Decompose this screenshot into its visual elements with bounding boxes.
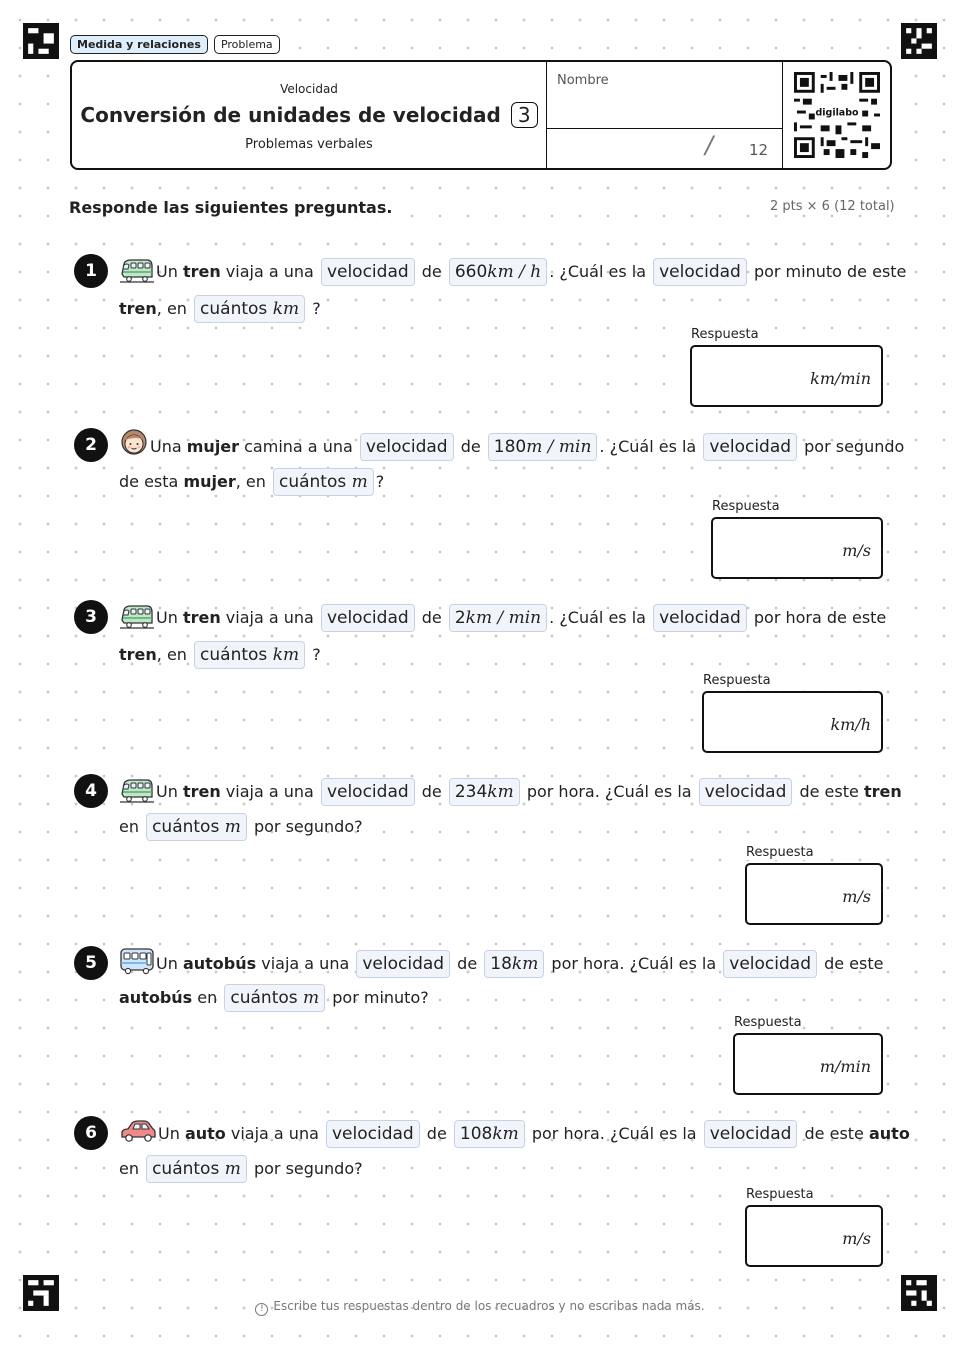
answer-box[interactable]	[745, 863, 883, 925]
footer-note	[0, 1299, 960, 1316]
car-icon	[119, 1119, 157, 1145]
keyword-box: velocidad	[704, 1120, 798, 1148]
value-box: 234km	[449, 778, 520, 806]
answer-unit: km/h	[830, 715, 871, 734]
footer-text: Escribe tus respuestas dentro de los recuadros y no escribas nada más.	[273, 1299, 705, 1313]
value-box: 108km	[454, 1120, 525, 1148]
answer-box[interactable]	[711, 517, 883, 579]
answer-unit: m/s	[842, 1229, 871, 1248]
answer-label: Respuesta	[691, 327, 759, 342]
train-icon	[119, 602, 155, 630]
answer-label: Respuesta	[746, 1187, 814, 1202]
answer-label: Respuesta	[734, 1015, 802, 1030]
quantity-box: cuántos km	[194, 295, 305, 323]
problem-4-line-1: Un tren viaja a una velocidad de 234km por hora. ¿Cuál es la velocidad de este tren	[156, 777, 902, 807]
corner-marker-top-right	[901, 23, 937, 59]
quantity-box: cuántos m	[146, 1155, 247, 1183]
keyword-box: velocidad	[321, 258, 415, 286]
bus-icon	[119, 946, 155, 976]
worksheet-title	[72, 102, 546, 128]
problem-number: 3	[74, 600, 108, 634]
keyword-box: velocidad	[703, 433, 797, 461]
qr-brand-text: digilabo	[815, 107, 859, 119]
keyword-box: velocidad	[321, 604, 415, 632]
train-icon	[119, 776, 155, 804]
value-box: 660km / h	[449, 258, 547, 286]
corner-marker-top-left	[23, 23, 59, 59]
title-text: Conversión de unidades de velocidad	[80, 103, 501, 127]
answer-unit: km/min	[810, 369, 871, 388]
keyword-box: velocidad	[321, 778, 415, 806]
name-label: Nombre	[557, 73, 609, 88]
keyword-box: velocidad	[699, 778, 793, 806]
type-tag: Problema	[214, 35, 280, 54]
keyword-box: velocidad	[360, 433, 454, 461]
answer-label: Respuesta	[712, 499, 780, 514]
category-tag: Medida y relaciones	[70, 35, 208, 54]
quantity-box: cuántos m	[224, 984, 325, 1012]
score-slash: /	[705, 131, 714, 159]
score-total: 12	[749, 141, 769, 159]
tag-group	[70, 35, 280, 54]
woman-icon	[119, 428, 149, 458]
keyword-box: velocidad	[653, 604, 747, 632]
name-field[interactable]	[546, 62, 783, 129]
problem-6-line-1: Un auto viaja a una velocidad de 108km por hora. ¿Cuál es la velocidad de este auto	[158, 1119, 910, 1149]
qr-code-icon	[794, 72, 880, 158]
quantity-box: cuántos m	[273, 468, 374, 496]
problem-number: 2	[74, 428, 108, 462]
answer-unit: m/min	[819, 1057, 871, 1076]
worksheet-subtitle: Problemas verbales	[245, 137, 373, 152]
score-field[interactable]	[546, 129, 783, 168]
answer-box[interactable]	[702, 691, 883, 753]
value-box: 18km	[484, 950, 544, 978]
problem-5-line-2: autobús en cuántos m por minuto?	[119, 983, 429, 1013]
worksheet-header	[70, 60, 892, 170]
answer-label: Respuesta	[703, 673, 771, 688]
instructions: Responde las siguientes preguntas.	[69, 198, 393, 217]
keyword-box: velocidad	[653, 258, 747, 286]
worksheet-number: 3	[511, 102, 538, 128]
answer-box[interactable]	[745, 1205, 883, 1267]
problem-2-line-2: de esta mujer, en cuántos m ?	[119, 467, 384, 497]
problem-3-line-2: tren, en cuántos km ?	[119, 640, 321, 670]
points-info: 2 pts × 6 (12 total)	[770, 199, 895, 214]
keyword-box: velocidad	[356, 950, 450, 978]
problem-4-line-2: en cuántos m por segundo?	[119, 812, 363, 842]
answer-unit: m/s	[842, 887, 871, 906]
problem-6-line-2: en cuántos m por segundo?	[119, 1154, 363, 1184]
quantity-box: cuántos km	[194, 641, 305, 669]
keyword-box: velocidad	[326, 1120, 420, 1148]
problem-5-line-1: Un autobús viaja a una velocidad de 18km por hora. ¿Cuál es la velocidad de este	[156, 949, 883, 979]
problem-number: 4	[74, 774, 108, 808]
value-box: 2km / min	[449, 604, 547, 632]
train-icon	[119, 256, 155, 284]
value-box: 180m / min	[488, 433, 598, 461]
info-icon: !	[255, 1303, 268, 1316]
problem-2-line-1: Una mujer camina a una velocidad de 180m / min . ¿Cuál es la velocidad por segundo	[150, 432, 904, 462]
subject-label: Velocidad	[280, 82, 338, 96]
answer-unit: m/s	[842, 541, 871, 560]
problem-1-line-2: tren, en cuántos km ?	[119, 294, 321, 324]
answer-box[interactable]	[733, 1033, 883, 1095]
quantity-box: cuántos m	[146, 813, 247, 841]
problem-number: 5	[74, 946, 108, 980]
problem-number: 1	[74, 254, 108, 288]
problem-1-line-1: Un tren viaja a una velocidad de 660km / h . ¿Cuál es la velocidad por minuto de este	[156, 257, 906, 287]
answer-box[interactable]	[690, 345, 883, 407]
problem-number: 6	[74, 1116, 108, 1150]
answer-label: Respuesta	[746, 845, 814, 860]
problem-3-line-1: Un tren viaja a una velocidad de 2km / min . ¿Cuál es la velocidad por hora de este	[156, 603, 886, 633]
keyword-box: velocidad	[723, 950, 817, 978]
qr-code	[782, 62, 891, 168]
